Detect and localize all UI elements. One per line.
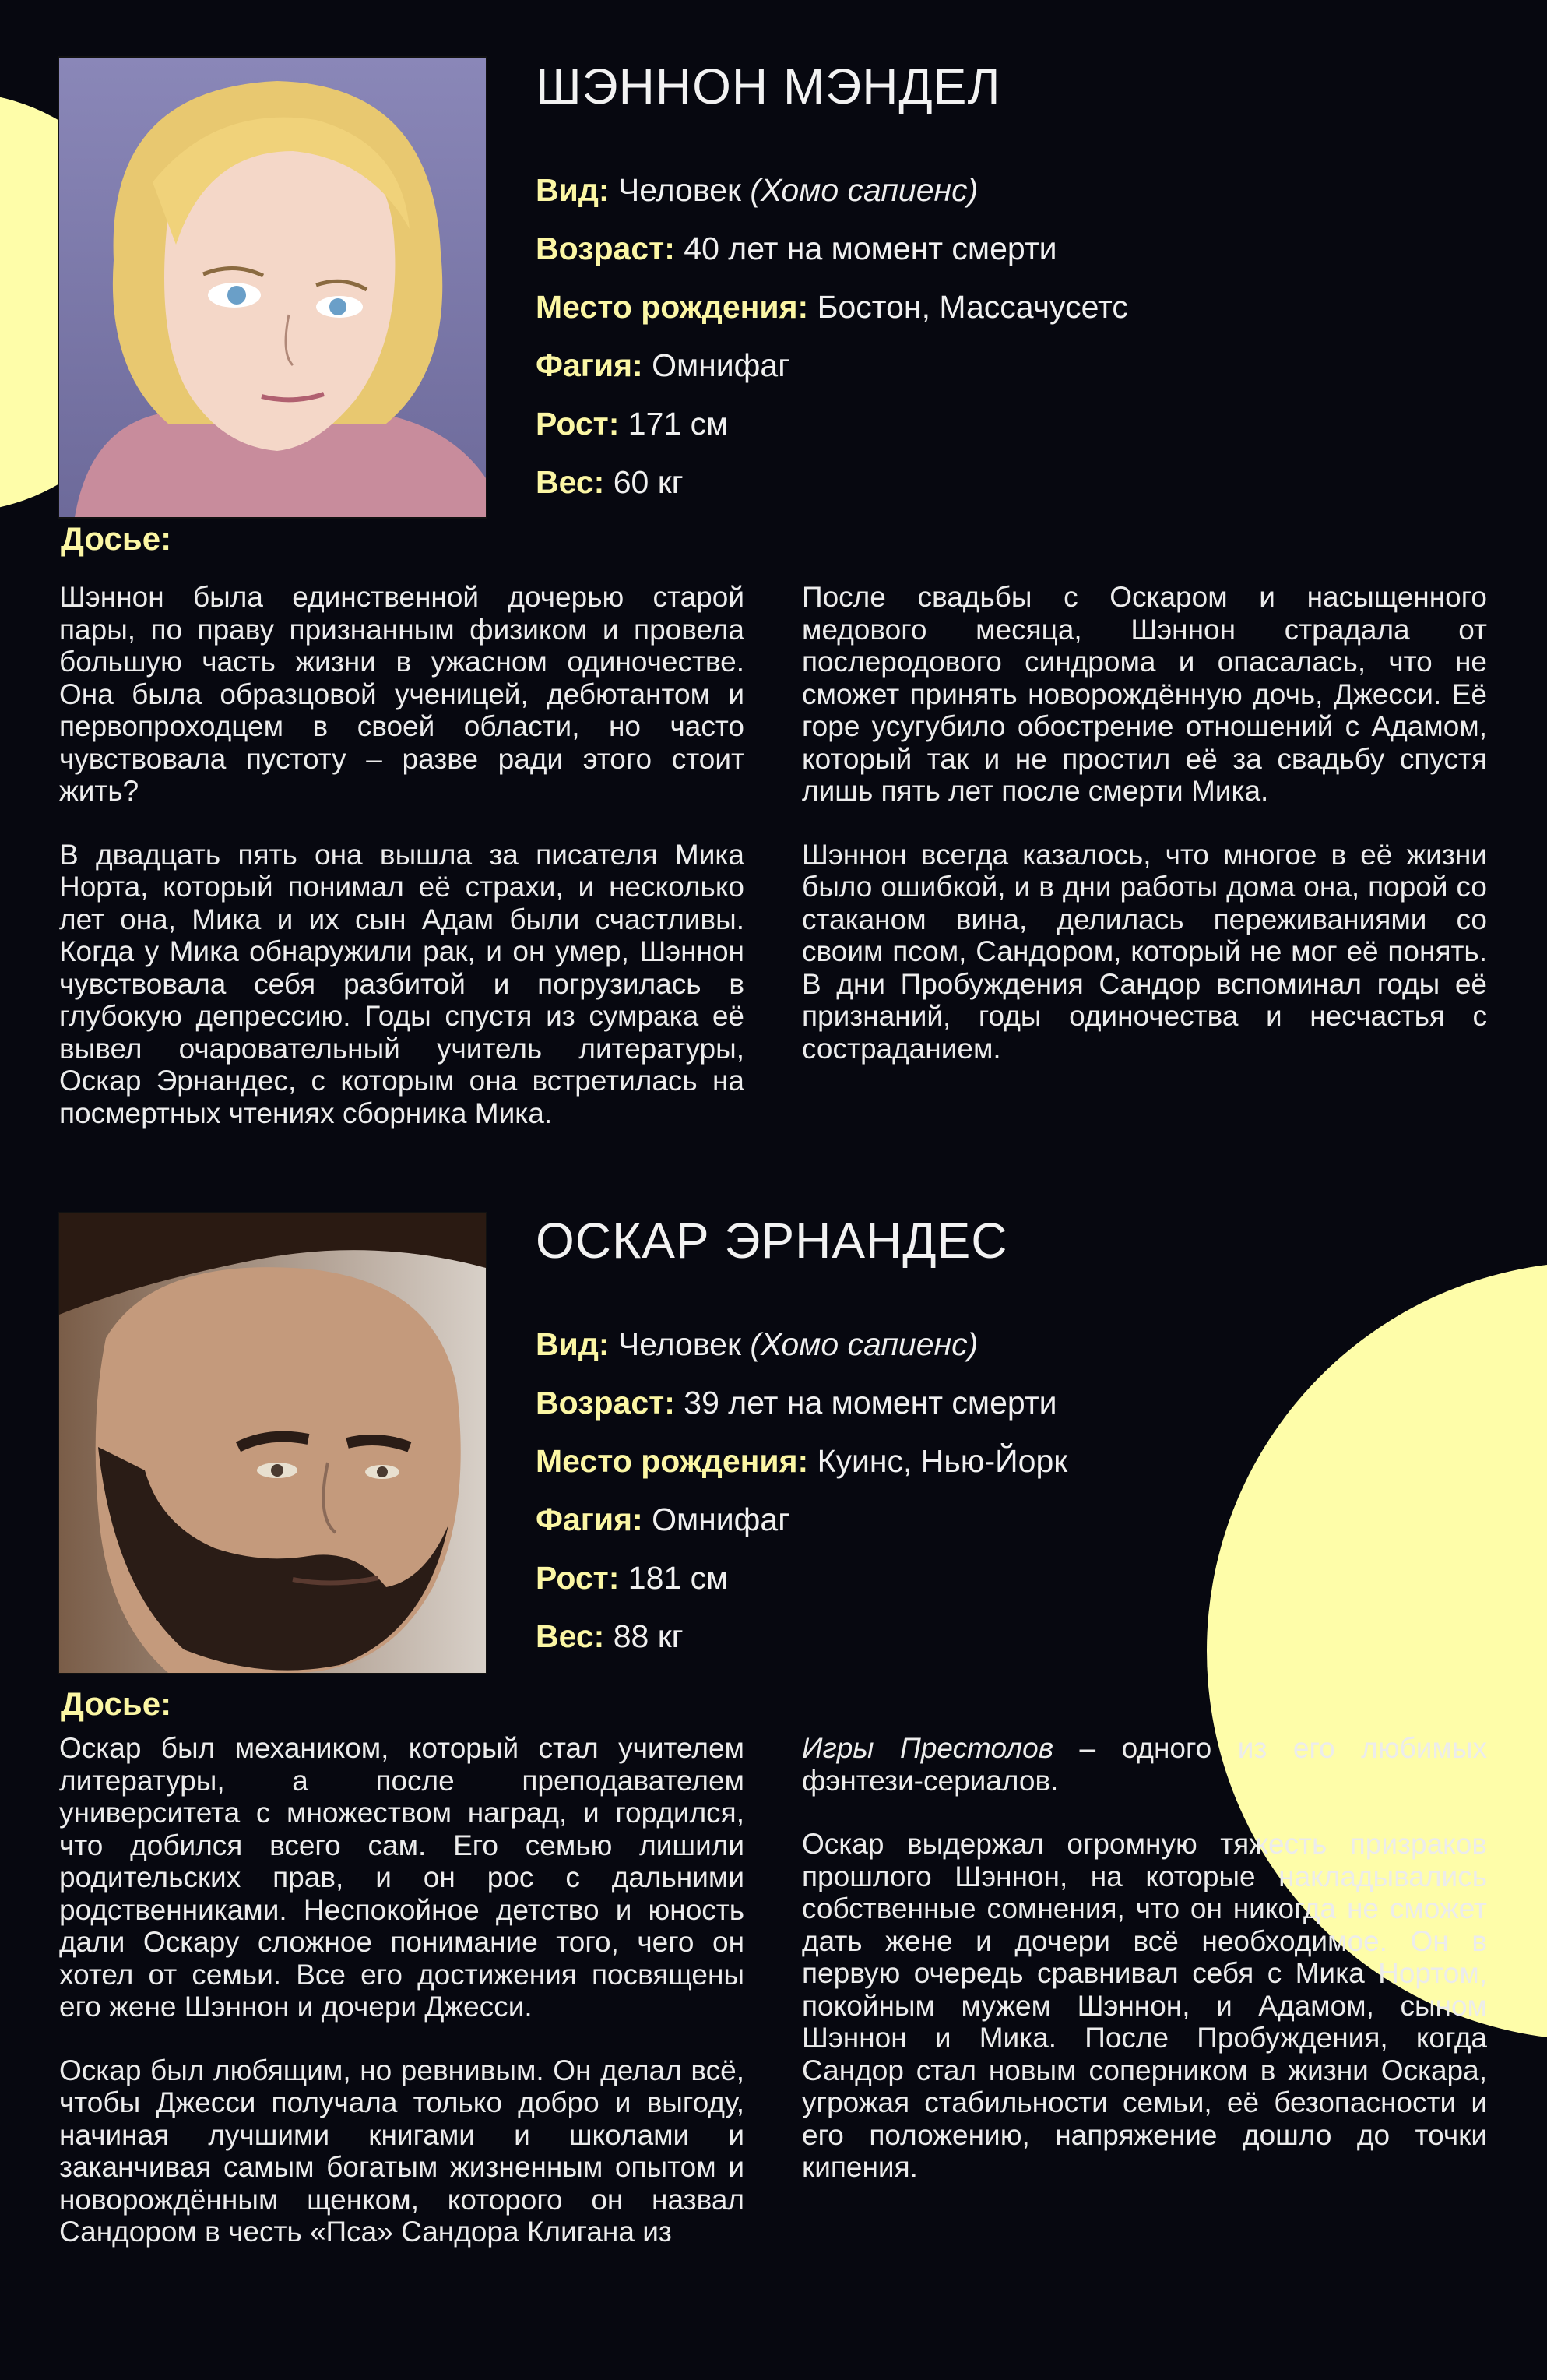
series-title: Игры Престолов xyxy=(802,1732,1054,1764)
stat-phagia: Фагия: Омнифаг xyxy=(536,347,790,383)
portrait-shannon xyxy=(58,56,487,519)
stat-species: Вид: Человек (Хомо сапиенс) xyxy=(536,172,979,208)
dossier-paragraph: Игры Престолов – одного из его любимых фэнтези-сериалов. xyxy=(802,1732,1487,1797)
dossier-paragraph: Оскар был механиком, который стал учителем литературы, а после преподавателем университета с множеством наград, и гордился, что добился всего сам. Его семью лишили родительских прав, и он рос с дальними родственниками. Неспокойное детство и юность дали Оскару сложное понимание того, чего он хотел от семьи. Все его достижения посвящены его жене Шэннон и дочери Джесси. xyxy=(59,1732,744,2023)
stats-oscar xyxy=(536,1319,1067,1670)
stat-weight: Вес: 60 кг xyxy=(536,464,684,500)
stat-age: Возраст: 39 лет на момент смерти xyxy=(536,1385,1057,1421)
portrait-shannon-illustration xyxy=(59,58,486,517)
stat-height: Рост: 171 см xyxy=(536,406,729,442)
stats-shannon xyxy=(536,165,1128,516)
stat-birthplace: Место рождения: Куинс, Нью-Йорк xyxy=(536,1443,1068,1479)
stat-birthplace: Место рождения: Бостон, Массачусетс xyxy=(536,289,1128,325)
stat-age: Возраст: 40 лет на момент смерти xyxy=(536,231,1057,266)
dossier-paragraph: Шэннон всегда казалось, что многое в её жизни было ошибкой, и в дни работы дома она, порой со стаканом вина, делилась переживаниями со своим псом, Сандором, который не мог её понять. В дни Пробуждения Сандор вспоминал годы её признаний, годы одиночества и несчастья с состраданием. xyxy=(802,838,1487,1065)
stat-height: Рост: 181 см xyxy=(536,1560,729,1596)
dossier-title-shannon: Досье: xyxy=(61,520,172,557)
stat-phagia: Фагия: Омнифаг xyxy=(536,1502,790,1537)
stat-species: Вид: Человек (Хомо сапиенс) xyxy=(536,1326,979,1362)
dossier-shannon-right xyxy=(802,581,1487,1096)
character-name-shannon: ШЭННОН МЭНДЕЛ xyxy=(536,58,1001,114)
stat-weight: Вес: 88 кг xyxy=(536,1618,684,1654)
dossier-title-oscar: Досье: xyxy=(61,1685,172,1722)
dossier-paragraph: Оскар был любящим, но ревнивым. Он делал всё, чтобы Джесси получала только добро и выгоду, начиная лучшими книгами и школами и заканчивая самым богатым жизненным опытом и новорождённым щенком, которого он назвал Сандором в честь «Пса» Сандора Клигана из xyxy=(59,2054,744,2248)
dossier-oscar-left xyxy=(59,1732,744,2280)
dossier-paragraph: Оскар выдержал огромную тяжесть призраков прошлого Шэннон, на которые накладывались собственные сомнения, что он никогда не сможет дать жене и дочери всё необходимое. Он в первую очередь сравнивал себя с Мика Нортом, покойным мужем Шэннон, и Адамом, сыном Шэннон и Мика. После Пробуждения, когда Сандор стал новым соперником в жизни Оскара, угрожая стабильности семьи, её безопасности и его положению, напряжение дошло до точки кипения. xyxy=(802,1828,1487,2183)
dossier-paragraph: В двадцать пять она вышла за писателя Мика Норта, который понимал её страхи, и несколько лет она, Мика и их сын Адам были счастливы. Когда у Мика обнаружили рак, и он умер, Шэннон чувствовала себя разбитой и погрузилась в глубокую депрессию. Годы спустя из сумрака её вывел очаровательный учитель литературы, Оскар Эрнандес, с которым она встретилась на посмертных чтениях сборника Мика. xyxy=(59,838,744,1129)
dossier-paragraph: После свадьбы с Оскаром и насыщенного медового месяца, Шэннон страдала от послеродового синдрома и опасалась, что не сможет принять новорождённую дочь, Джесси. Её горе усугубило обострение отношений с Адамом, который так и не простил её за свадьбу спустя лишь пять лет после смерти Мика. xyxy=(802,581,1487,807)
character-name-oscar: ОСКАР ЭРНАНДЕС xyxy=(536,1213,1008,1269)
dossier-paragraph: Шэннон была единственной дочерью старой пары, по праву признанным физиком и провела большую часть жизни в ужасном одиночестве. Она была образцовой ученицей, дебютантом и первопроходцем в своей области, но часто чувствовала пустоту – разве ради этого стоит жить? xyxy=(59,581,744,807)
dossier-shannon-left xyxy=(59,581,744,1160)
portrait-oscar-illustration xyxy=(59,1213,486,1673)
portrait-oscar xyxy=(58,1212,487,1674)
dossier-oscar-right xyxy=(802,1732,1487,2215)
